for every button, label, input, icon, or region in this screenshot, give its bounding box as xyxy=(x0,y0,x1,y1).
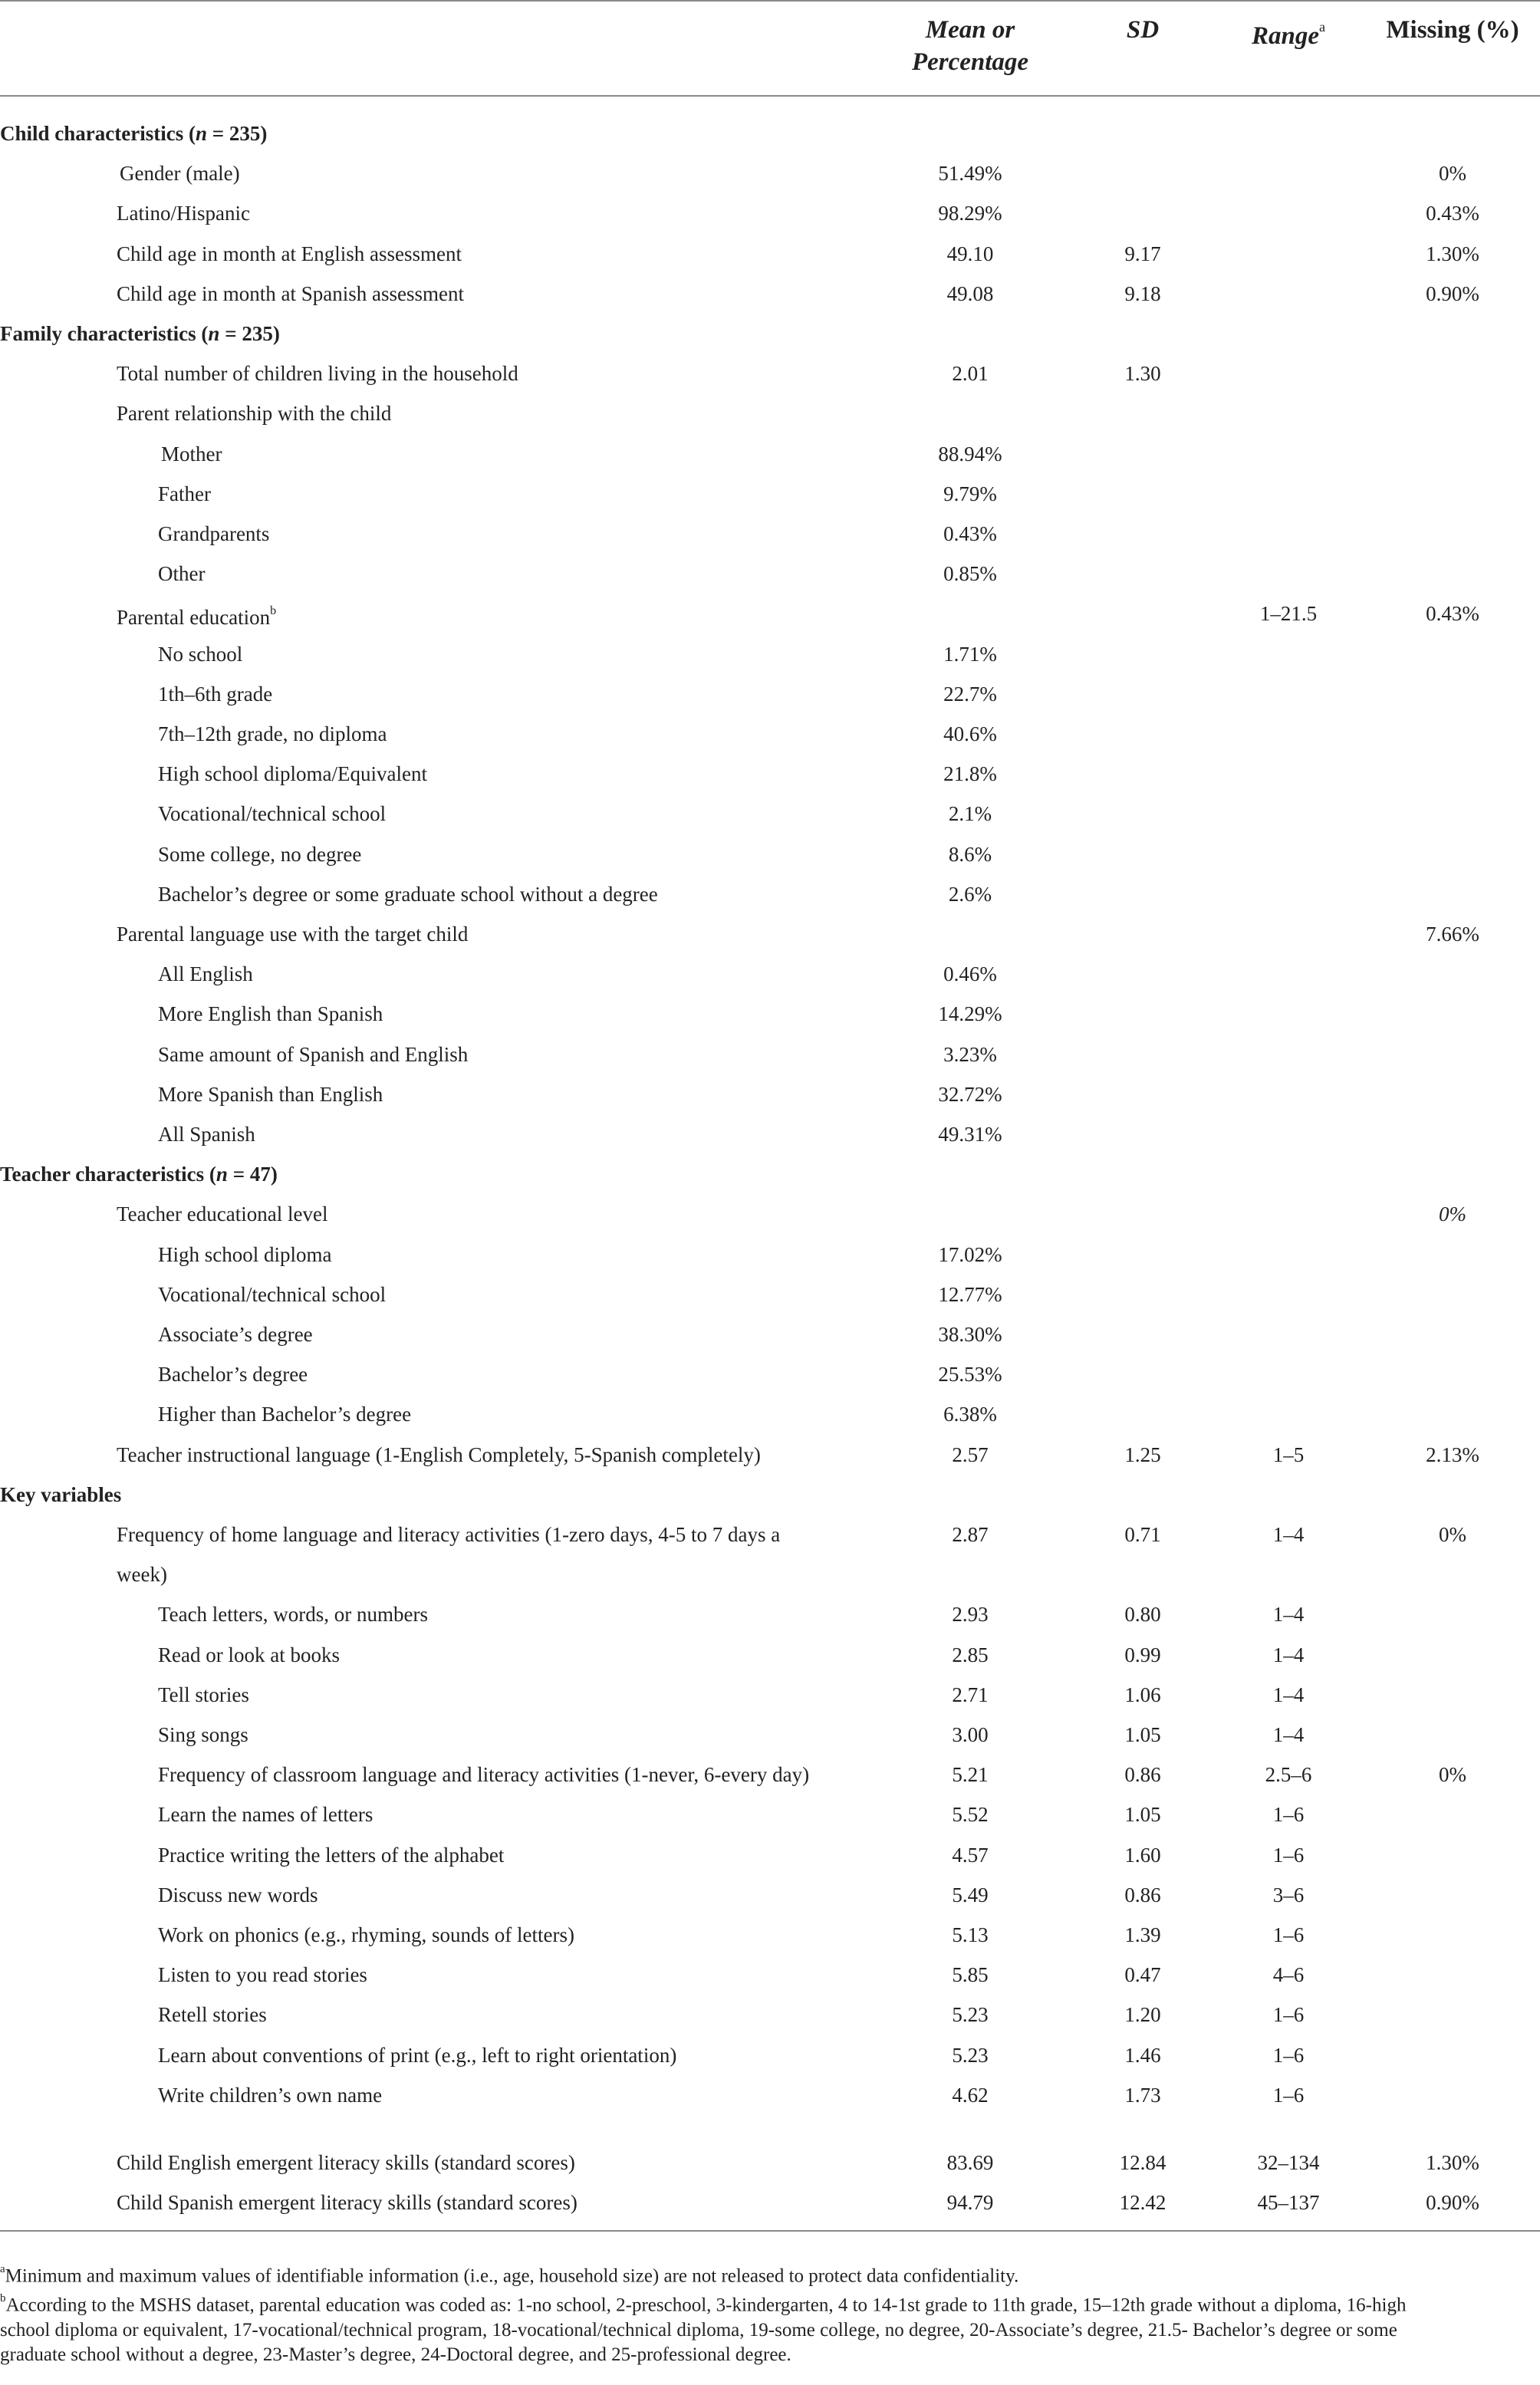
row-label-text: Teacher instructional language (1-English Completely, 5-Spanish completely) xyxy=(117,1443,761,1466)
range-cell: 1–4 xyxy=(1272,1723,1305,1746)
row-label xyxy=(117,393,391,433)
footnote-a-text: Minimum and maximum values of identifiable information (i.e., age, household size) are not released to protect data confidentiality. xyxy=(5,2265,1019,2287)
table-row xyxy=(0,1194,1540,1234)
table-row xyxy=(0,1755,1540,1795)
row-label xyxy=(158,2075,382,2115)
range-cell: 2.5–6 xyxy=(1265,1763,1312,1787)
row-label xyxy=(117,1435,761,1475)
sample-size-symbol: n xyxy=(195,122,207,145)
range-cell: 45–137 xyxy=(1257,2191,1320,2215)
header-mean-line1: Mean or xyxy=(925,16,1015,44)
mean-cell: 5.23 xyxy=(952,2043,989,2067)
table-row xyxy=(0,714,1540,754)
missing-cell: 0.43% xyxy=(1426,202,1479,225)
footnote-b-cont-2 xyxy=(0,2343,1540,2367)
mean-cell: 17.02% xyxy=(938,1242,1002,1266)
row-label xyxy=(117,234,462,274)
footnote-b-cont-1 xyxy=(0,2318,1540,2343)
mean-cell: 9.79% xyxy=(943,482,997,505)
table-row xyxy=(0,634,1540,674)
table-row xyxy=(0,1275,1540,1314)
table-row xyxy=(0,1074,1540,1114)
footnote-a xyxy=(0,2259,1540,2288)
table-row xyxy=(0,1795,1540,1834)
row-label-text: More Spanish than English xyxy=(158,1082,383,1106)
mean-cell: 38.30% xyxy=(938,1323,1002,1346)
header-missing: Missing (%) xyxy=(1386,16,1519,44)
table-row xyxy=(0,1394,1540,1434)
table-row xyxy=(0,834,1540,874)
row-label-text: Other xyxy=(158,562,206,586)
sd-cell: 0.80 xyxy=(1124,1603,1161,1627)
row-label-text: Vocational/technical school xyxy=(158,802,387,826)
sd-cell: 0.99 xyxy=(1124,1643,1161,1666)
row-label xyxy=(158,514,269,554)
range-cell: 1–5 xyxy=(1272,1443,1305,1466)
sd-cell: 0.47 xyxy=(1124,1963,1161,1987)
row-label xyxy=(158,1915,574,1955)
row-label-text: Mother xyxy=(161,442,222,465)
table-row xyxy=(0,1995,1540,2035)
mean-cell: 1.71% xyxy=(943,642,997,666)
range-cell: 3–6 xyxy=(1272,1883,1305,1906)
row-label-text: More English than Spanish xyxy=(158,1002,383,1026)
missing-cell: 0.90% xyxy=(1426,2191,1479,2215)
sd-cell: 1.73 xyxy=(1124,2083,1161,2107)
sd-cell: 12.84 xyxy=(1119,2151,1167,2174)
row-label xyxy=(117,1515,780,1554)
table-row xyxy=(0,354,1540,393)
row-label xyxy=(158,1955,367,1995)
mean-cell: 3.23% xyxy=(943,1042,997,1066)
mean-cell: 2.85 xyxy=(952,1643,989,1666)
row-label xyxy=(158,1114,255,1154)
mean-cell: 94.79 xyxy=(946,2191,994,2215)
range-cell: 1–6 xyxy=(1272,1923,1305,1946)
row-label xyxy=(158,634,242,674)
mean-cell: 5.52 xyxy=(952,1803,989,1827)
sd-cell: 1.30 xyxy=(1124,362,1161,386)
row-label xyxy=(158,554,205,594)
header-range-label: Range xyxy=(1251,22,1319,50)
table-row xyxy=(0,274,1540,314)
row-label-text: Practice writing the letters of the alphabet xyxy=(158,1843,505,1867)
sd-cell: 1.60 xyxy=(1124,1843,1161,1867)
footnote-b-line2: school diploma or equivalent, 17-vocational/technical program, 18-vocational/technical diploma, 19-some college, no degree, 20-Associate’s degree, 21.5- Bachelor’s degree or some xyxy=(0,2319,1397,2341)
row-label-text: All English xyxy=(158,962,253,986)
row-label-text: 1th–6th grade xyxy=(158,682,273,706)
sd-cell: 0.86 xyxy=(1124,1763,1161,1787)
row-label-text: Frequency of classroom language and literacy activities (1-never, 6-every day) xyxy=(158,1763,810,1787)
mean-cell: 49.10 xyxy=(946,242,994,265)
mean-cell: 5.21 xyxy=(952,1763,989,1787)
table-row xyxy=(0,2183,1540,2222)
table-row xyxy=(0,2035,1540,2075)
row-label-text: Gender (male) xyxy=(120,162,240,186)
sample-size-symbol: n xyxy=(208,322,220,345)
range-cell: 1–21.5 xyxy=(1259,602,1318,626)
mean-cell: 49.08 xyxy=(946,281,994,305)
row-label-text: No school xyxy=(158,642,243,666)
section-title xyxy=(0,1154,278,1194)
sample-size-value: = 235) xyxy=(206,122,268,145)
range-cell: 1–4 xyxy=(1272,1643,1305,1666)
mean-cell: 2.6% xyxy=(948,882,992,906)
table-row xyxy=(0,1915,1540,1955)
table-row xyxy=(0,1715,1540,1755)
row-label-text: Key variables xyxy=(0,1482,122,1506)
missing-cell: 0% xyxy=(1439,1523,1466,1546)
row-label xyxy=(117,1554,167,1594)
table-row xyxy=(0,554,1540,594)
row-label xyxy=(158,714,387,754)
range-cell: 4–6 xyxy=(1272,1963,1305,1987)
bottom-rule xyxy=(0,2230,1540,2232)
table-row xyxy=(0,914,1540,954)
sd-cell: 1.46 xyxy=(1124,2043,1161,2067)
sd-cell: 1.39 xyxy=(1124,1923,1161,1946)
row-label xyxy=(158,1275,386,1314)
range-cell: 1–4 xyxy=(1272,1683,1305,1706)
row-label xyxy=(158,794,386,834)
row-label xyxy=(158,1074,383,1114)
row-label xyxy=(117,354,518,393)
range-cell: 1–4 xyxy=(1272,1523,1305,1546)
mean-cell: 5.23 xyxy=(952,2003,989,2027)
row-label-text: Same amount of Spanish and English xyxy=(158,1042,469,1066)
table-row xyxy=(0,2143,1540,2183)
mean-cell: 2.57 xyxy=(952,1443,989,1466)
header-mean xyxy=(867,14,1074,78)
table-row xyxy=(0,153,1540,193)
row-label xyxy=(158,1635,340,1675)
mean-cell: 2.01 xyxy=(952,362,989,386)
range-cell: 1–6 xyxy=(1272,2083,1305,2107)
missing-cell: 0% xyxy=(1439,1763,1466,1787)
footnote-mark: b xyxy=(270,604,277,618)
row-label-text: Associate’s degree xyxy=(158,1323,313,1346)
mean-cell: 32.72% xyxy=(938,1082,1002,1106)
row-label-text: Grandparents xyxy=(158,522,270,545)
row-label xyxy=(158,834,361,874)
sd-cell: 9.17 xyxy=(1124,242,1161,265)
row-label xyxy=(158,874,658,914)
range-cell: 1–6 xyxy=(1272,2043,1305,2067)
mean-cell: 2.93 xyxy=(952,1603,989,1627)
row-label-text: Learn the names of letters xyxy=(158,1803,373,1827)
row-label-text: Child age in month at Spanish assessment xyxy=(117,281,464,305)
sample-size-symbol: n xyxy=(216,1163,228,1186)
mean-cell: 22.7% xyxy=(943,682,997,706)
row-label-text: 7th–12th grade, no diploma xyxy=(158,722,387,745)
mean-cell: 49.31% xyxy=(938,1123,1002,1146)
missing-cell: 0% xyxy=(1439,162,1466,186)
table-row xyxy=(0,474,1540,514)
row-label-text: Discuss new words xyxy=(158,1883,318,1906)
header-range xyxy=(1212,14,1365,52)
mean-cell: 0.46% xyxy=(943,962,997,986)
row-label xyxy=(117,914,468,954)
mean-cell: 8.6% xyxy=(948,842,992,866)
table-row xyxy=(0,234,1540,274)
range-cell: 32–134 xyxy=(1257,2151,1320,2174)
table-row xyxy=(0,1114,1540,1154)
table-row xyxy=(0,1675,1540,1715)
row-label-text: Read or look at books xyxy=(158,1643,340,1666)
table-row xyxy=(0,874,1540,914)
missing-cell: 0.43% xyxy=(1426,602,1479,626)
mean-cell: 5.85 xyxy=(952,1963,989,1987)
table-row xyxy=(0,1594,1540,1634)
row-label-text: All Spanish xyxy=(158,1123,255,1146)
section-header-row xyxy=(0,1154,1540,1194)
mean-cell: 21.8% xyxy=(943,762,997,786)
row-label xyxy=(158,954,253,994)
mean-cell: 3.00 xyxy=(952,1723,989,1746)
table-row xyxy=(0,594,1540,633)
row-label-text: Higher than Bachelor’s degree xyxy=(158,1403,412,1426)
table-row xyxy=(0,434,1540,474)
table-row xyxy=(0,1435,1540,1475)
table-row xyxy=(0,1835,1540,1875)
sd-cell: 9.18 xyxy=(1124,281,1161,305)
row-label-text: week) xyxy=(117,1563,167,1587)
footnote-b-line3: graduate school without a degree, 23-Master’s degree, 24-Doctoral degree, and 25-professional degree. xyxy=(0,2344,791,2365)
row-label-text: Child Spanish emergent literacy skills (standard scores) xyxy=(117,2191,578,2215)
row-label-text: Tell stories xyxy=(158,1683,249,1706)
row-label-text: Teacher characteristics ( xyxy=(0,1163,216,1186)
table-row xyxy=(0,754,1540,794)
row-label xyxy=(120,153,240,193)
row-label xyxy=(158,1594,428,1634)
mean-cell: 2.87 xyxy=(952,1523,989,1546)
table-row xyxy=(0,1035,1540,1074)
row-label xyxy=(117,274,464,314)
mean-cell: 4.57 xyxy=(952,1843,989,1867)
range-cell: 1–6 xyxy=(1272,2003,1305,2027)
row-label xyxy=(158,1835,504,1875)
mean-cell: 83.69 xyxy=(946,2151,994,2174)
top-rule xyxy=(0,0,1540,2)
mean-cell: 2.71 xyxy=(952,1683,989,1706)
sd-cell: 0.71 xyxy=(1124,1523,1161,1546)
table-row xyxy=(0,1314,1540,1354)
row-label-text: Child English emergent literacy skills (standard scores) xyxy=(117,2151,575,2174)
range-cell: 1–4 xyxy=(1272,1603,1305,1627)
mean-cell: 14.29% xyxy=(938,1002,1002,1026)
table-row xyxy=(0,1515,1540,1554)
sample-size-value: = 47) xyxy=(227,1163,278,1186)
table-row xyxy=(0,994,1540,1034)
sd-cell: 12.42 xyxy=(1119,2191,1167,2215)
header-rule xyxy=(0,95,1540,97)
table-row xyxy=(0,794,1540,834)
row-label-text: Work on phonics (e.g., rhyming, sounds of letters) xyxy=(158,1923,574,1946)
sample-size-value: = 235) xyxy=(219,322,280,345)
mean-cell: 5.13 xyxy=(952,1923,989,1946)
table-row xyxy=(0,1955,1540,1995)
row-label-text: Frequency of home language and literacy activities (1-zero days, 4-5 to 7 days a xyxy=(117,1523,781,1546)
row-label xyxy=(117,1194,327,1234)
row-label-text: Latino/Hispanic xyxy=(117,202,250,225)
header-mean-line2: Percentage xyxy=(911,48,1029,76)
row-label xyxy=(158,994,383,1034)
table-row xyxy=(0,1354,1540,1394)
sd-cell: 0.86 xyxy=(1124,1883,1161,1906)
row-label xyxy=(158,1995,267,2035)
row-label-text: Bachelor’s degree or some graduate school without a degree xyxy=(158,882,658,906)
row-label-text: Parental language use with the target child xyxy=(117,923,469,946)
row-label-text: Child age in month at English assessment xyxy=(117,242,462,265)
table-row xyxy=(0,2075,1540,2115)
sd-cell: 1.05 xyxy=(1124,1723,1161,1746)
section-title xyxy=(0,314,280,354)
header-sd: SD xyxy=(1126,16,1160,44)
row-label-text: High school diploma/Equivalent xyxy=(158,762,427,786)
missing-cell: 7.66% xyxy=(1426,923,1479,946)
footnote-b-line1: According to the MSHS dataset, parental education was coded as: 1-no school, 2-preschool, 3-kindergarten, 4 to 14-1st grade to 11th grade, 15–12th grade without a diploma, 16-high xyxy=(5,2295,1407,2316)
sd-cell: 1.25 xyxy=(1124,1443,1161,1466)
footnotes xyxy=(0,2259,1540,2367)
row-label xyxy=(158,1354,308,1394)
row-label xyxy=(158,674,272,714)
row-label-text: Child characteristics ( xyxy=(0,122,196,145)
row-label-text: Parent relationship with the child xyxy=(117,402,392,426)
row-label xyxy=(117,2183,578,2222)
footnote-b-mark: b xyxy=(0,2292,6,2305)
row-label xyxy=(158,2035,676,2075)
row-label-text: Teach letters, words, or numbers xyxy=(158,1603,429,1627)
row-label-text: Vocational/technical school xyxy=(158,1282,387,1306)
row-label-text: Listen to you read stories xyxy=(158,1963,367,1987)
section-title xyxy=(0,1475,121,1515)
table-row xyxy=(0,514,1540,554)
row-label-text: High school diploma xyxy=(158,1242,332,1266)
missing-cell: 1.30% xyxy=(1426,2151,1479,2174)
table-row xyxy=(0,393,1540,433)
row-label xyxy=(158,474,211,514)
table-row xyxy=(0,1635,1540,1675)
sd-cell: 1.20 xyxy=(1124,2003,1161,2027)
row-label-text: Write children’s own name xyxy=(158,2083,383,2107)
row-label-text: Learn about conventions of print (e.g., left to right orientation) xyxy=(158,2043,677,2067)
table-row xyxy=(0,674,1540,714)
row-label xyxy=(158,1795,373,1834)
row-label xyxy=(158,1314,313,1354)
row-label-text: Parental education xyxy=(117,606,271,630)
row-label xyxy=(158,1394,411,1434)
section-header-row xyxy=(0,314,1540,354)
row-label-text: Teacher educational level xyxy=(117,1202,328,1226)
mean-cell: 51.49% xyxy=(938,162,1002,186)
missing-cell: 2.13% xyxy=(1426,1443,1479,1466)
row-label xyxy=(117,193,250,233)
row-label-text: Father xyxy=(158,482,211,505)
section-title xyxy=(0,113,267,153)
row-label-text: Sing songs xyxy=(158,1723,248,1746)
row-label-text: Total number of children living in the household xyxy=(117,362,518,386)
row-label xyxy=(117,594,276,633)
row-label-text: Some college, no degree xyxy=(158,842,362,866)
table-row xyxy=(0,193,1540,233)
missing-cell: 0% xyxy=(1439,1202,1466,1226)
table-row xyxy=(0,1235,1540,1275)
mean-cell: 0.43% xyxy=(943,522,997,545)
mean-cell: 88.94% xyxy=(938,442,1002,465)
sd-cell: 1.05 xyxy=(1124,1803,1161,1827)
range-cell: 1–6 xyxy=(1272,1803,1305,1827)
mean-cell: 6.38% xyxy=(943,1403,997,1426)
row-label xyxy=(158,754,427,794)
range-cell: 1–6 xyxy=(1272,1843,1305,1867)
missing-cell: 0.90% xyxy=(1426,281,1479,305)
row-label-text: Retell stories xyxy=(158,2003,267,2027)
footnote-b xyxy=(0,2288,1540,2318)
section-header-row xyxy=(0,113,1540,153)
mean-cell: 25.53% xyxy=(938,1363,1002,1387)
row-label xyxy=(158,1235,331,1275)
mean-cell: 12.77% xyxy=(938,1282,1002,1306)
row-label xyxy=(158,1035,468,1074)
mean-cell: 5.49 xyxy=(952,1883,989,1906)
mean-cell: 4.62 xyxy=(952,2083,989,2107)
mean-cell: 2.1% xyxy=(948,802,992,826)
mean-cell: 40.6% xyxy=(943,722,997,745)
missing-cell: 1.30% xyxy=(1426,242,1479,265)
row-label xyxy=(161,434,222,474)
mean-cell: 98.29% xyxy=(938,202,1002,225)
sd-cell: 1.06 xyxy=(1124,1683,1161,1706)
row-label-text: Family characteristics ( xyxy=(0,322,209,345)
table-row xyxy=(0,1875,1540,1915)
row-label xyxy=(158,1755,809,1795)
table-row xyxy=(0,954,1540,994)
row-label xyxy=(117,2143,575,2183)
section-header-row xyxy=(0,1475,1540,1515)
row-label-text: Bachelor’s degree xyxy=(158,1363,308,1387)
row-label xyxy=(158,1875,318,1915)
row-label xyxy=(158,1715,248,1755)
row-label xyxy=(158,1675,249,1715)
table-row xyxy=(0,1554,1540,1594)
footnote-a-mark: a xyxy=(0,2263,5,2275)
mean-cell: 0.85% xyxy=(943,562,997,586)
header-range-footnote-mark: a xyxy=(1319,19,1325,35)
